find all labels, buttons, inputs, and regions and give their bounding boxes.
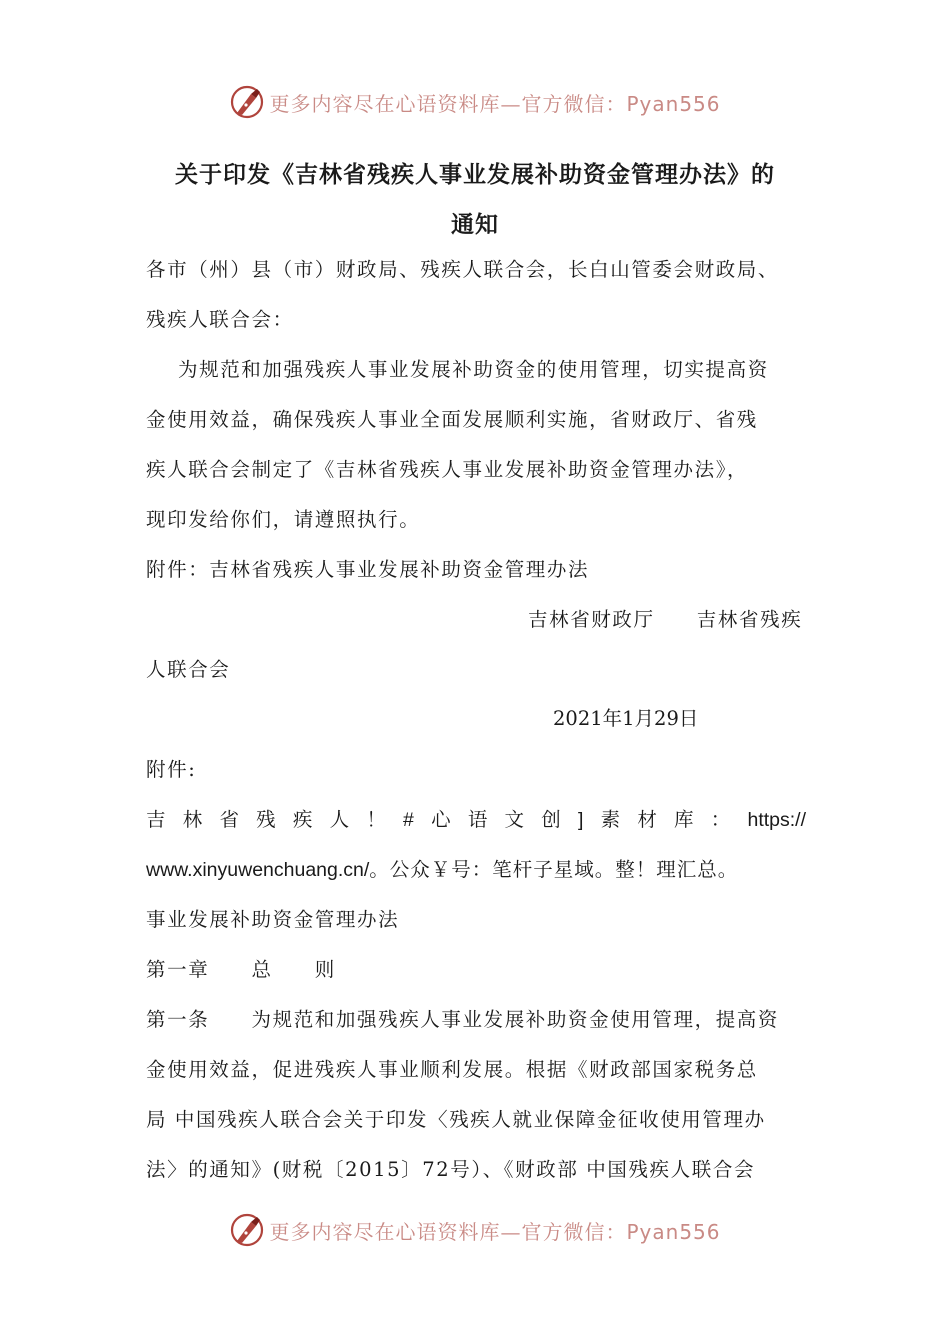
watermark-char: 心 xyxy=(431,808,451,831)
doc-title-line-2: 通知 xyxy=(451,212,499,238)
watermark-line-2 xyxy=(146,856,806,884)
watermark-char: 林 xyxy=(182,808,203,831)
watermark-char: 文 xyxy=(504,808,525,831)
pen-nib-logo-icon xyxy=(229,1212,265,1248)
article-1-line-2: 金使用效益，促进残疾人事业顺利发展。根据《财政部国家税务总 xyxy=(146,1058,758,1081)
watermark-char: https:// xyxy=(747,809,806,831)
watermark-rest: 。公众￥号：笔杆子星域。整！理汇总。 xyxy=(369,858,739,881)
watermark-char: 疾 xyxy=(292,808,313,831)
watermark-char: ： xyxy=(710,808,731,831)
signature-line-2: 人联合会 xyxy=(146,658,231,681)
pen-nib-logo-icon xyxy=(229,84,265,120)
watermark-char: # xyxy=(403,809,414,831)
watermark-chars xyxy=(146,806,806,834)
footer-watermark-banner xyxy=(0,1208,950,1252)
article-1-line-1: 第一条 为规范和加强残疾人事业发展补助资金使用管理，提高资 xyxy=(146,1008,780,1031)
signature-line-1: 吉林省财政厅 吉林省残疾 xyxy=(528,608,803,631)
watermark-char: 语 xyxy=(467,808,488,831)
watermark-char: 材 xyxy=(637,808,657,831)
attachment-label: 附件: xyxy=(146,758,197,781)
watermark-char: 素 xyxy=(600,808,621,831)
watermark-char: ] xyxy=(577,809,584,831)
banner-text xyxy=(269,88,720,117)
watermark-char: 创 xyxy=(541,808,561,831)
watermark-char: ！ xyxy=(366,808,386,831)
watermark-url: www.xinyuwenchuang.cn/ xyxy=(146,859,370,881)
watermark-char: 吉 xyxy=(146,808,166,831)
watermark-char: 残 xyxy=(256,808,276,831)
banner-wechat-id: Pyan556 xyxy=(626,91,721,116)
header-watermark-banner xyxy=(0,80,950,124)
article-1-line-3: 局 中国残疾人联合会关于印发〈残疾人就业保障金征收使用管理办 xyxy=(146,1108,766,1131)
article-1-line-4: 法〉的通知》(财税〔2015〕72号）、《财政部 中国残疾人联合会 xyxy=(146,1158,756,1181)
watermark-char: 省 xyxy=(219,808,239,831)
attachment-line: 附件：吉林省残疾人事业发展补助资金管理办法 xyxy=(146,558,590,581)
banner-label: 更多内容尽在心语资料库—官方微信： xyxy=(269,1219,627,1244)
banner-text xyxy=(269,1216,720,1245)
body-line-2: 金使用效益，确保残疾人事业全面发展顺利实施，省财政厅、省残 xyxy=(146,408,758,431)
chapter-heading: 第一章 总 则 xyxy=(146,958,336,981)
banner-wechat-id: Pyan556 xyxy=(626,1219,721,1244)
measure-title: 事业发展补助资金管理办法 xyxy=(146,908,400,931)
addressee-line-2: 残疾人联合会： xyxy=(146,308,294,331)
doc-title-line-1: 关于印发《吉林省残疾人事业发展补助资金管理办法》的 xyxy=(175,162,775,188)
body-line-1: 为规范和加强残疾人事业发展补助资金的使用管理，切实提高资 xyxy=(178,358,769,381)
watermark-line-1 xyxy=(146,806,806,834)
addressee-line-1: 各市（州）县（市）财政局、残疾人联合会，长白山管委会财政局、 xyxy=(146,258,780,281)
watermark-char: 人 xyxy=(329,808,350,831)
body-line-4: 现印发给你们，请遵照执行。 xyxy=(146,508,421,531)
issue-date: 2021年1月29日 xyxy=(553,707,699,730)
body-line-3: 疾人联合会制定了《吉林省残疾人事业发展补助资金管理办法》， xyxy=(146,458,749,481)
banner-label: 更多内容尽在心语资料库—官方微信： xyxy=(269,91,627,116)
watermark-char: 库 xyxy=(674,808,694,831)
